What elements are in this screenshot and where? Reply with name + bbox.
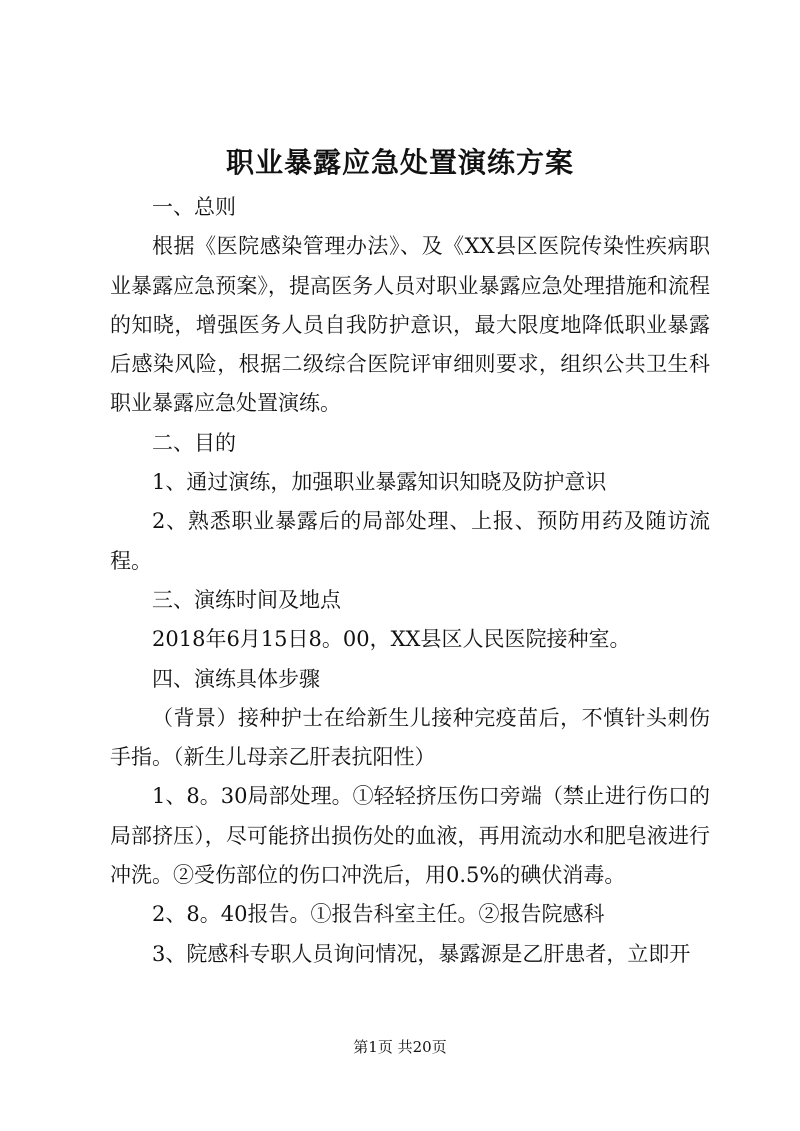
section-heading-steps: 四、演练具体步骤 <box>152 666 320 691</box>
paragraph-step-2: 2、8。40报告。①报告科室主任。②报告院感科 <box>152 902 605 927</box>
paragraph-background: （背景）接种护士在给新生儿接种完疫苗后，不慎针头刺伤手指。（新生儿母亲乙肝表抗阳性） <box>110 705 710 770</box>
paragraph-step-3: 3、院感科专职人员询问情况，暴露源是乙肝患者，立即开 <box>152 941 691 966</box>
section-heading-time-place: 三、演练时间及地点 <box>152 587 341 612</box>
paragraph-purpose-2: 2、熟悉职业暴露后的局部处理、上报、预防用药及随访流程。 <box>110 509 710 573</box>
paragraph-step-1: 1、8。30局部处理。①轻轻挤压伤口旁端（禁止进行伤口的局部挤压），尽可能挤出损伤处的血液，再用流动水和肥皂液进行冲洗。②受伤部位的伤口冲洗后，用0.5%的碘伏消毒。 <box>110 784 710 888</box>
paragraph-time-place: 2018年6月15日8。00，XX县区人民医院接种室。 <box>152 627 631 652</box>
paragraph-general-content: 根据《医院感染管理办法》、及《XX县区医院传染性疾病职业暴露应急预案》，提高医务人员对职业暴露应急处理措施和流程的知晓，增强医务人员自我防护意识，最大限度地降低职业暴露后感染风险，根据二级综合医院评审细则要求，组织公共卫生科职业暴露应急处置演练。 <box>110 234 710 416</box>
document-title: 职业暴露应急处置演练方案 <box>225 146 574 179</box>
page-footer: 第1页 共20页 <box>353 1038 447 1056</box>
section-heading-purpose: 二、目的 <box>152 430 236 455</box>
document-body <box>110 188 710 974</box>
paragraph-purpose-1: 1、通过演练，加强职业暴露知识知晓及防护意识 <box>152 470 607 495</box>
section-heading-general: 一、总则 <box>152 195 236 219</box>
